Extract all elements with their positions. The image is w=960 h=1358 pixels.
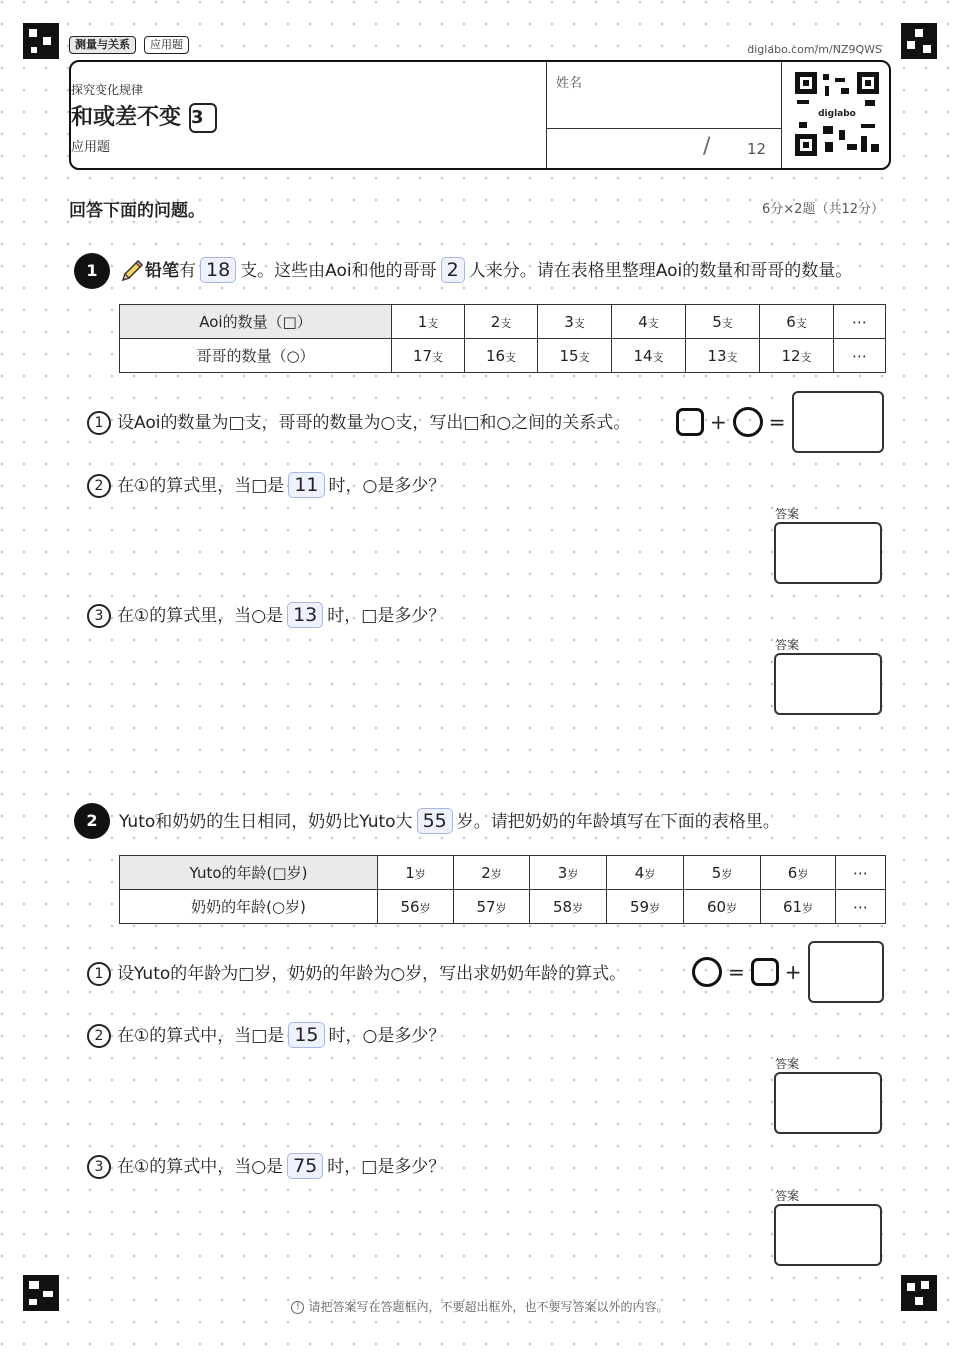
question-1-number: 1 [74,253,110,289]
table-cell: 15支 [538,339,612,373]
sub-question-text: 在①的算式里，当○是 [117,606,284,626]
square-symbol [676,408,704,436]
table-cell: 17支 [392,339,465,373]
score-total: 12 [747,140,767,158]
sub-question-text: 时，□是多少？ [327,606,446,626]
question-2-3 [87,1152,445,1182]
table-cell: 59岁 [607,890,684,924]
sub-question-value: 11 [288,472,324,498]
question-1-total-value: 18 [200,257,236,283]
corner-marker-top-right [901,23,937,59]
sub-question-value: 75 [287,1153,323,1179]
question-1-text-part: 有 [179,261,196,281]
sub-question-number: 2 [87,474,111,498]
table-row-header: 哥哥的数量（○） [120,339,392,373]
score-slash: / [703,134,711,159]
sub-question-number: 3 [87,604,111,628]
question-1-3 [87,601,445,631]
sub-question-number: 1 [87,411,111,435]
table-cell: 60岁 [684,890,761,924]
sub-question-text: 设Aoi的数量为□支，哥哥的数量为○支，写出□和○之间的关系式。 [117,413,631,433]
worksheet-title-text: 和或差不变 [71,105,182,130]
sub-question-number: 2 [87,1024,111,1048]
sub-question-text: 在①的算式中，当□是 [117,1026,285,1046]
table-row [120,856,886,890]
sub-question-text: 在①的算式中，当○是 [117,1157,284,1177]
table-cell-ellipsis: ⋯ [834,305,886,339]
name-field[interactable] [547,62,781,128]
table-row-header: 奶奶的年龄(○岁) [120,890,378,924]
answer-box[interactable] [774,653,882,715]
question-2-text-part: 岁。请把奶奶的年龄填写在下面的表格里。 [456,812,780,832]
answer-box[interactable] [792,391,884,453]
equals-sign: = [728,960,745,984]
table-cell: 12支 [760,339,834,373]
worksheet-kind: 应用题 [71,140,111,155]
square-symbol [751,958,779,986]
worksheet-header [69,60,891,170]
answer-box[interactable] [808,941,884,1003]
table-cell: 2支 [465,305,538,339]
answer-box[interactable] [774,522,882,584]
plus-sign: + [710,410,727,434]
type-tag: 应用题 [144,36,189,54]
table-cell: 14支 [612,339,686,373]
qr-label: diglabo [818,109,856,119]
table-cell: 13支 [686,339,760,373]
table-cell: 4岁 [607,856,684,890]
answer-label: 答案 [775,1189,800,1203]
answer-label: 答案 [775,1057,800,1071]
answer-box[interactable] [774,1204,882,1266]
question-2-table [119,855,886,924]
table-cell: 5岁 [684,856,761,890]
question-1-2 [87,471,445,501]
table-cell: 4支 [612,305,686,339]
corner-marker-top-left [23,23,59,59]
table-cell: 3支 [538,305,612,339]
table-cell: 6支 [760,305,834,339]
question-2-1 [87,959,626,989]
question-2-age-diff-value: 55 [417,808,453,834]
table-cell-ellipsis: ⋯ [836,890,886,924]
sub-question-text: 在①的算式里，当□是 [117,476,285,496]
divider [781,62,782,170]
question-1-intro [119,256,852,286]
table-row [120,305,886,339]
question-2-intro [119,807,780,837]
sub-question-text: 时，○是多少？ [328,1026,446,1046]
question-1-subject: 铅笔 [145,261,179,281]
table-cell: 56岁 [378,890,454,924]
url-text: diglabo.com/m/NZ9QWS [747,43,882,56]
pencil-icon [119,258,145,284]
circle-symbol [692,957,722,987]
worksheet-title [71,100,546,133]
equals-sign: = [768,410,786,434]
worksheet-subtitle: 探究变化规律 [71,83,144,97]
table-cell-ellipsis: ⋯ [836,856,886,890]
table-row-header: Yuto的年龄(□岁) [120,856,378,890]
category-tag: 测量与关系 [69,36,136,54]
table-cell: 6岁 [761,856,836,890]
question-2-text-part: Yuto和奶奶的生日相同，奶奶比Yuto大 [119,812,413,832]
plus-sign: + [784,960,802,984]
divider [546,128,781,129]
name-label: 姓名 [556,76,583,91]
info-icon: ! [291,1301,304,1314]
question-1-1-formula [676,391,884,453]
table-cell: 16支 [465,339,538,373]
question-2-2 [87,1021,445,1051]
question-2-1-formula [692,941,884,1003]
sub-question-value: 13 [287,602,323,628]
table-cell: 61岁 [761,890,836,924]
table-cell: 57岁 [454,890,530,924]
question-1-text-part: 人来分。请在表格里整理Aoi的数量和哥哥的数量。 [468,261,853,281]
table-row-header: Aoi的数量（□） [120,305,392,339]
table-row [120,890,886,924]
answer-label: 答案 [775,507,800,521]
sub-question-value: 15 [288,1022,324,1048]
table-cell: 58岁 [530,890,607,924]
sub-question-number: 1 [87,962,111,986]
points-text: 6分×2题（共12分） [762,202,884,217]
question-2-number: 2 [74,803,110,839]
worksheet-number: 3 [189,103,217,133]
question-1-1 [87,408,630,438]
sub-question-number: 3 [87,1155,111,1179]
question-1-table [119,304,886,373]
footer-notice [0,1298,960,1315]
table-cell: 1支 [392,305,465,339]
sub-question-text: 设Yuto的年龄为□岁，奶奶的年龄为○岁，写出求奶奶年龄的算式。 [117,964,627,984]
question-1-people-value: 2 [441,257,465,283]
instruction-text: 回答下面的问题。 [69,201,205,221]
table-cell: 2岁 [454,856,530,890]
table-cell: 1岁 [378,856,454,890]
qr-code [795,72,879,156]
table-row [120,339,886,373]
sub-question-text: 时，□是多少？ [327,1157,446,1177]
table-cell: 5支 [686,305,760,339]
sub-question-text: 时，○是多少？ [328,476,446,496]
table-cell-ellipsis: ⋯ [834,339,886,373]
circle-symbol [733,407,763,437]
answer-box[interactable] [774,1072,882,1134]
footer-text: 请把答案写在答题框内，不要超出框外，也不要写答案以外的内容。 [308,1300,669,1314]
table-cell: 3岁 [530,856,607,890]
answer-label: 答案 [775,638,800,652]
question-1-text-part: 支。这些由Aoi和他的哥哥 [240,261,437,281]
